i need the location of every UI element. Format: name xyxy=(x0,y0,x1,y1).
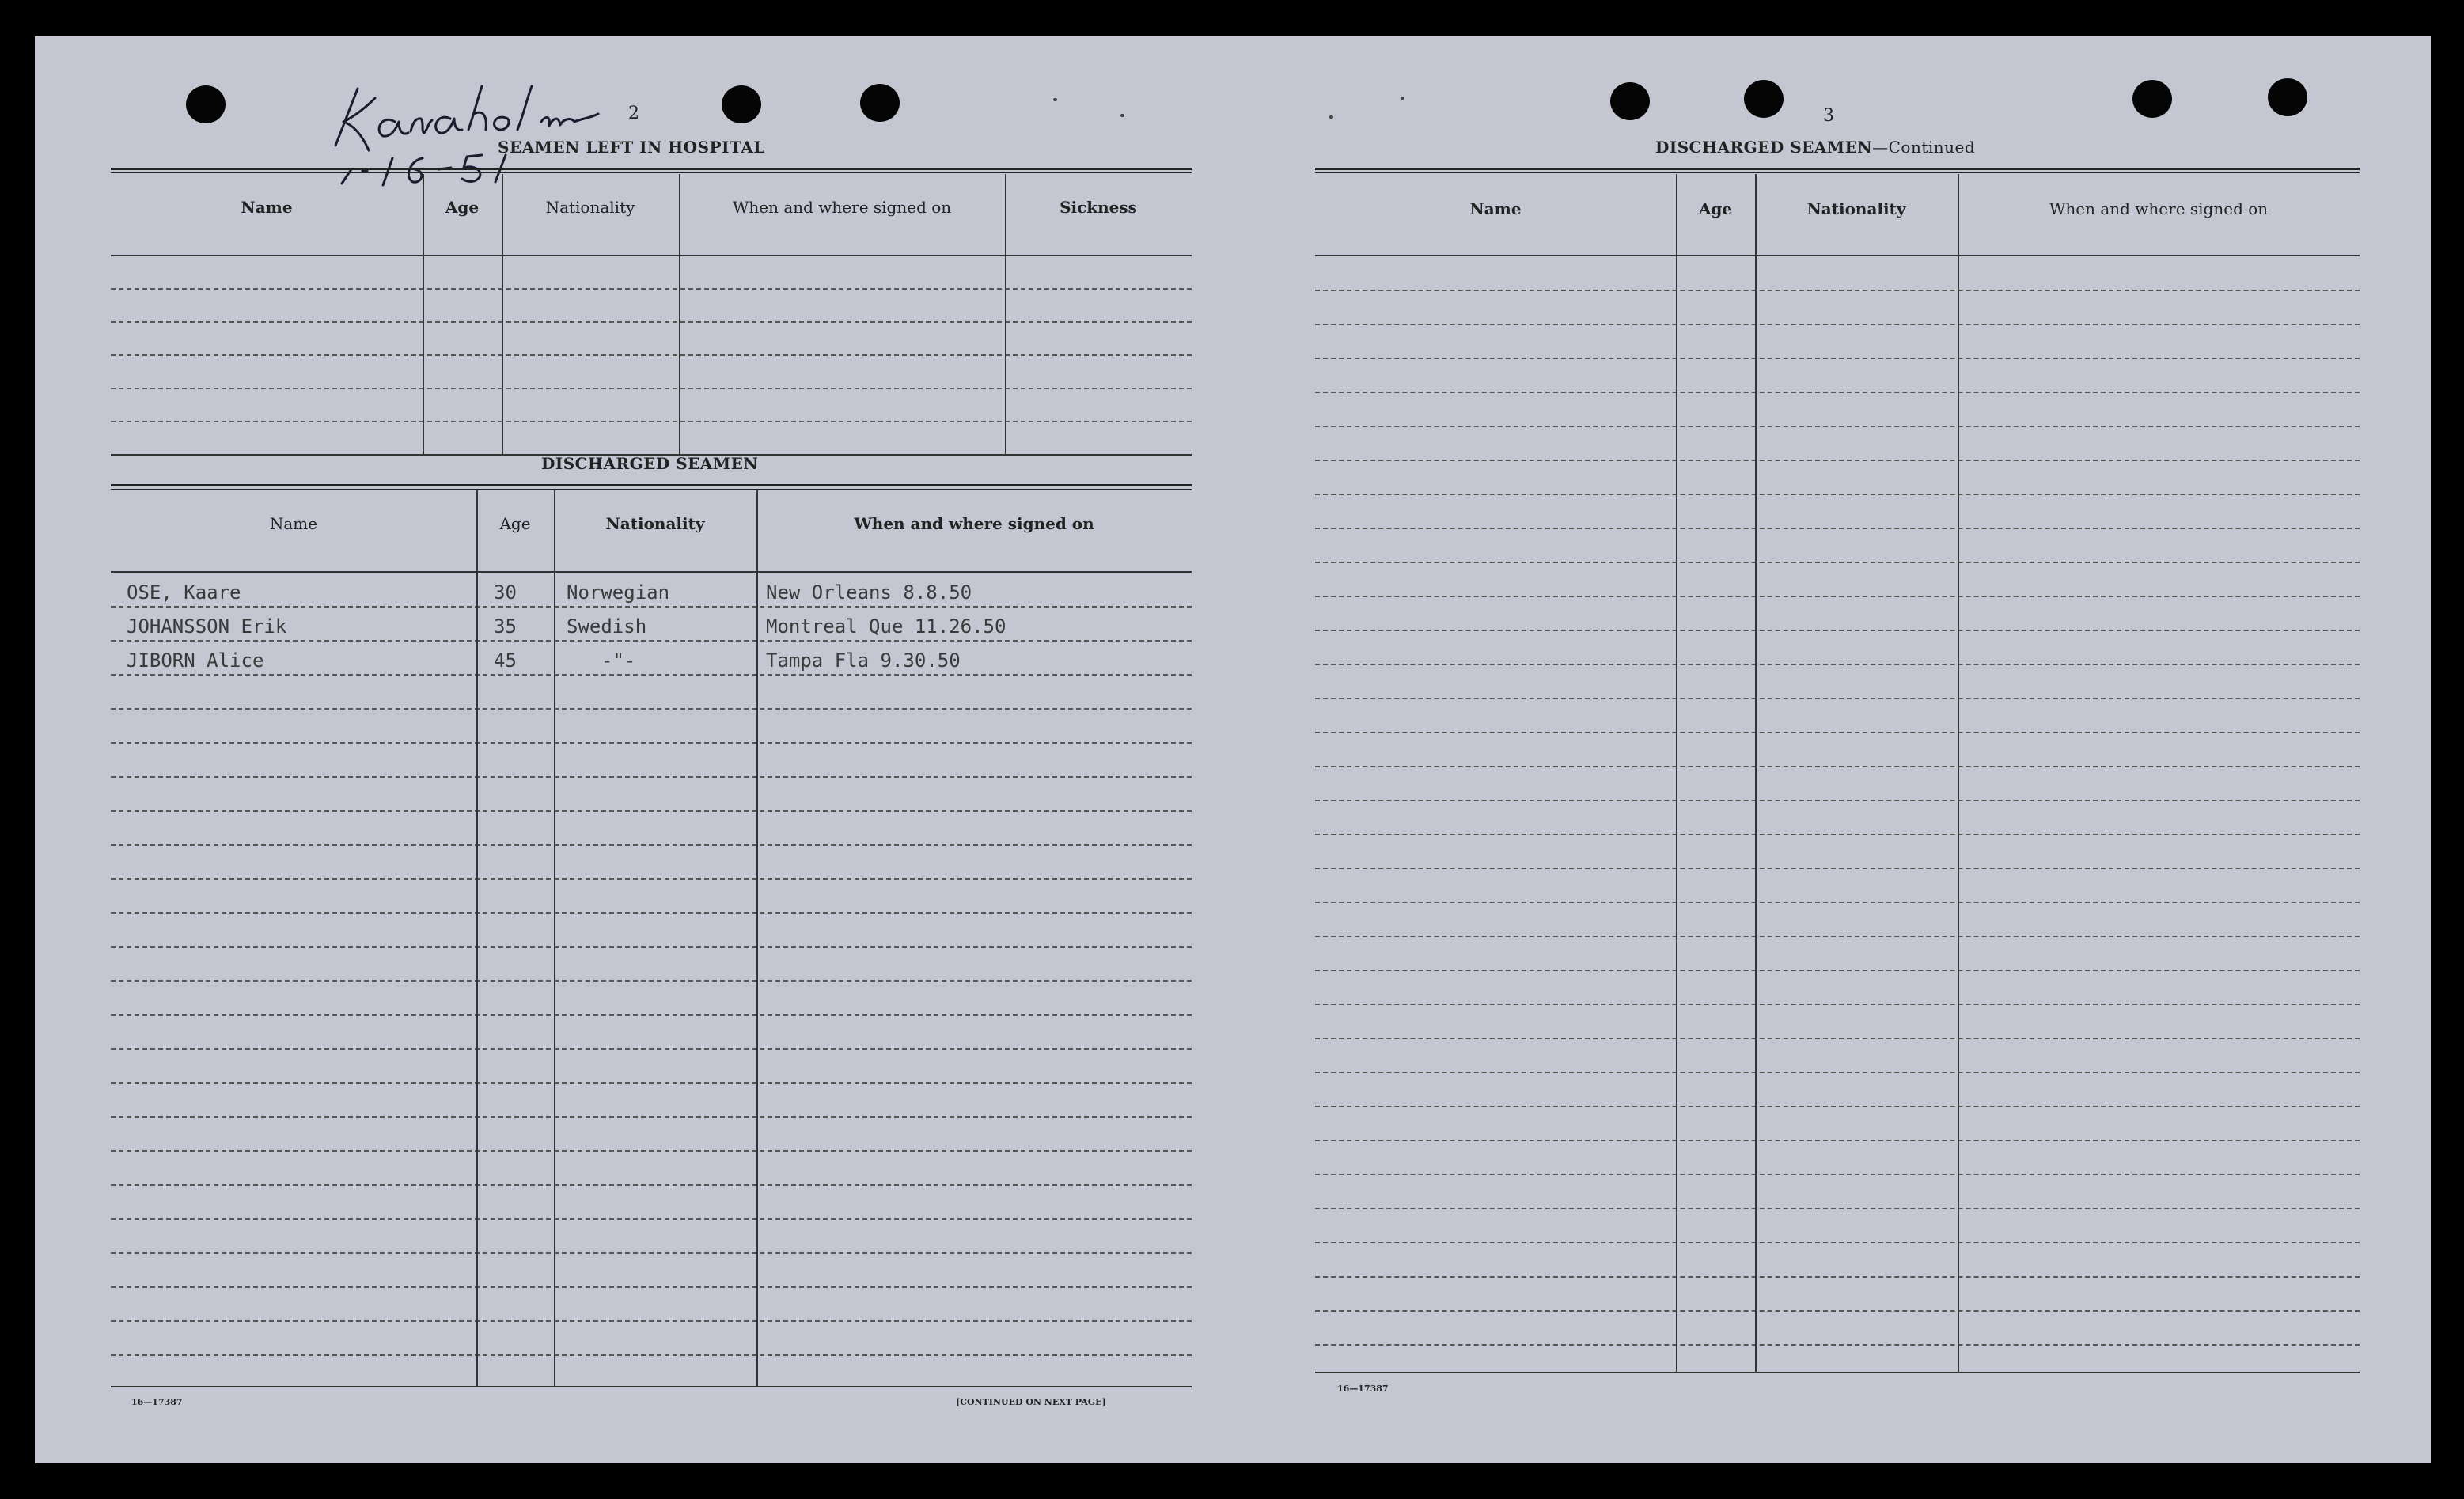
row1-nationality: Norwegian xyxy=(567,581,670,604)
punch-hole xyxy=(1744,80,1784,118)
form-sheet xyxy=(35,36,2431,1463)
row2-age: 35 xyxy=(494,615,517,638)
row1-age: 30 xyxy=(494,581,517,604)
continued-note: [CONTINUED ON NEXT PAGE] xyxy=(956,1397,1106,1407)
hospital-title: SEAMEN LEFT IN HOSPITAL xyxy=(498,138,765,157)
speck xyxy=(1053,98,1057,101)
form-code-right: 16—17387 xyxy=(1337,1384,1389,1394)
hospital-table xyxy=(111,168,1192,467)
row1-name: OSE, Kaare xyxy=(127,581,241,604)
row3-nationality: -"- xyxy=(601,649,636,672)
discharged-col-name: Name xyxy=(269,514,318,533)
row3-signed-on: Tampa Fla 9.30.50 xyxy=(766,649,961,672)
row2-nationality: Swedish xyxy=(567,615,647,638)
discharged-table xyxy=(111,484,1192,1402)
right-title xyxy=(1655,138,1975,157)
row3-age: 45 xyxy=(494,649,517,672)
hospital-col-name: Name xyxy=(241,198,293,217)
row1-signed-on: New Orleans 8.8.50 xyxy=(766,581,972,604)
row2-name: JOHANSSON Erik xyxy=(127,615,287,638)
punch-hole xyxy=(722,85,761,123)
hospital-col-signed-on: When and where signed on xyxy=(732,198,952,217)
form-code-left: 16—17387 xyxy=(131,1397,183,1407)
right-col-age: Age xyxy=(1698,199,1733,218)
page-number-left: 2 xyxy=(628,104,639,123)
hospital-col-sickness: Sickness xyxy=(1060,198,1137,217)
punch-hole xyxy=(186,85,226,123)
speck xyxy=(1120,114,1124,117)
punch-hole xyxy=(860,84,900,122)
right-col-signed-on: When and where signed on xyxy=(2049,199,2269,218)
page-number-right: 3 xyxy=(1823,106,1834,126)
speck xyxy=(1401,97,1404,100)
right-col-name: Name xyxy=(1469,199,1522,218)
speck xyxy=(1329,115,1333,119)
hospital-col-nationality: Nationality xyxy=(545,198,635,217)
punch-hole xyxy=(2268,78,2307,116)
right-col-nationality: Nationality xyxy=(1806,199,1906,218)
right-discharged-table xyxy=(1315,168,2360,1386)
right-title-main: DISCHARGED SEAMEN xyxy=(1655,138,1873,157)
discharged-col-age: Age xyxy=(499,514,531,533)
hospital-col-age: Age xyxy=(445,198,480,217)
discharged-title: DISCHARGED SEAMEN xyxy=(541,454,759,473)
right-title-continued: —Continued xyxy=(1872,138,1976,157)
discharged-col-signed-on: When and where signed on xyxy=(854,514,1094,533)
punch-hole xyxy=(2132,80,2172,118)
discharged-col-nationality: Nationality xyxy=(605,514,705,533)
row2-signed-on: Montreal Que 11.26.50 xyxy=(766,615,1006,638)
punch-hole xyxy=(1610,82,1650,120)
row3-name: JIBORN Alice xyxy=(127,649,264,672)
